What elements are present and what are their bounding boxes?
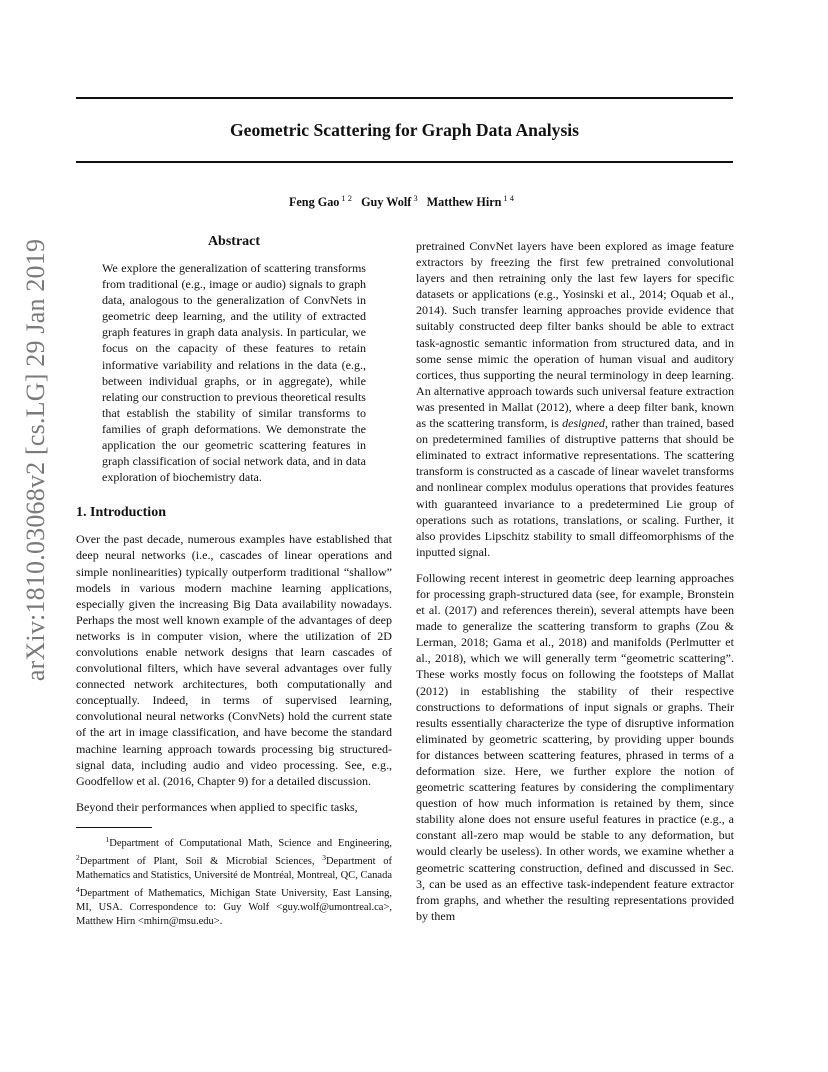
intro-paragraph-1: Over the past decade, numerous examples have established that deep neural networks (i.e., cascades of linear operations and simple nonlinearities) typically outperform traditional “shallow” models in various modern machine learning applications, especially given the increasing Big Data availability nowadays. Perhaps the most well known example of the advantages of deep networks is in computer vision, where the utilization of 2D convolutions enable network designs that learn cascades of convolutional filters, which have several advantages over fully connected network architectures, both computationally and conceptually. Indeed, in terms of supervised learning, convolutional neural networks (ConvNets) hold the current state of the art in image classification, and have become the standard machine learning approach towards processing big structured-signal data, including audio and video processing. See, e.g., Goodfellow et al. (2016, Chapter 9) for a detailed discussion. <box>76 532 392 788</box>
footnotes <box>76 833 392 930</box>
footnote-text: Department of Computational Math, Science and Engineering, <box>109 837 393 849</box>
right-column <box>416 238 734 924</box>
section-heading-introduction: 1. Introduction <box>76 505 166 521</box>
left-column <box>76 232 392 929</box>
author-name: Guy Wolf <box>361 195 412 209</box>
abstract-text: We explore the generalization of scattering transforms from traditional (e.g., image or audio) signals to graph data, analogous to the generalization of ConvNets in geometric deep learning, and the utility of extracted graph features in graph data analysis. In particular, we focus on the capacity of these features to retain informative variability and relations in the data (e.g., between individual graphs, or in aggregate), while relating our construction to previous theoretical results that establish the stability of similar transforms to families of graph deformations. We demonstrate the application the our geometric scattering features in graph classification of social network data, and in data exploration of biochemistry data. <box>102 261 366 485</box>
footnote-2 <box>76 853 315 867</box>
footnote-marker: 3 <box>322 853 326 862</box>
footnote-marker: 4 <box>76 885 80 895</box>
author-3 <box>427 190 520 210</box>
right-paragraph-1 <box>416 238 734 560</box>
intro-paragraph-2: Beyond their performances when applied to specific tasks, <box>76 799 358 814</box>
footnote-marker: 1 <box>105 834 110 844</box>
footnote-4 <box>76 885 392 928</box>
title-top-rule <box>76 97 733 99</box>
author-2 <box>361 190 423 210</box>
paper-title: Geometric Scattering for Graph Data Analysis <box>229 120 580 140</box>
footnote-marker: 2 <box>76 853 80 862</box>
footnote-text: Department of Mathematics, Michigan State University, East Lansing, MI, USA. Correspondence to: Guy Wolf <guy.wolf@umontreal.ca>, Matthew Hirn <mhirn@msu.edu>. <box>76 888 392 928</box>
author-name: Matthew Hirn <box>426 195 502 209</box>
author-affiliation: 1 2 <box>341 193 353 203</box>
author-affiliation: 1 4 <box>503 193 515 203</box>
abstract-heading: Abstract <box>207 234 261 249</box>
title-bottom-rule <box>76 161 733 163</box>
footnote-text: Department of Mathematics and Statistics, Université de Montréal, Montreal, QC, Canada <box>76 856 393 882</box>
author-affiliation: 3 <box>413 193 418 203</box>
right-paragraph-2: Following recent interest in geometric deep learning approaches for processing graph-structured data (see, for example, Bronstein et al. (2017) and references therein), several attempts have been made to generalize the scattering transform to graphs (Zou & Lerman, 2018; Gama et al., 2018) and manifolds (Perlmutter et al., 2018), which we will generally term “geometric scattering”. These works mostly focus on following the footsteps of Mallat (2012) in establishing the stability of their respective constructions to deformations of input signals or graphs. Their results essentially characterize the type of disruptive information eliminated by geometric scattering, by providing upper bounds for distances between scattering features, phrased in terms of a deformation size. Here, we further explore the notion of geometric scattering features by considering the complimentary question of how much information is retained by them, since stability alone does not ensure useful features in practice (e.g., a constant all-zero map would be stable to any deformation, but would clearly be useless). In other words, we examine whether a geometric scattering construction, defined and discussed in Sec. 3, can be used as an effective task-independent feature extractor from graphs, and whether the resulting representations provided by them <box>416 570 734 923</box>
emphasis-designed: designed <box>562 416 605 431</box>
author-list <box>76 190 733 210</box>
arxiv-side-label: arXiv:1810.03068v2 [cs.LG] 29 Jan 2019 <box>21 238 50 682</box>
footnote-text: Department of Plant, Soil & Microbial Sciences, <box>79 856 315 867</box>
right-paragraph-1-part-b: , rather than trained, based on predetermined families of distruptive patterns that should be eliminated to extract informative representations. The scattering transform is constructed as a cascade of linear wavelet transforms and nonlinear complex modulus operations that provides features with guaranteed invariance to a predetermined Lie group of operations such as rotations, translations, or scaling. Further, it also provides Lipschitz stability to small diffeomorphisms of the inputted signal. <box>416 416 734 559</box>
author-name: Feng Gao <box>288 195 340 209</box>
footnote-rule <box>76 827 152 828</box>
footnote-1 <box>76 834 393 849</box>
right-paragraph-1-part-a: pretrained ConvNet layers have been explored as image feature extractors by freezing the first few pretrained convolutional layers and then retraining only the last few layers for specific datasets or applications (e.g., Yosinski et al., 2014; Oquab et al., 2014). Such transfer learning approaches provide evidence that suitably constructed deep filter banks should be able to extract task-agnostic semantic information from structured data, and in some sense mimic the operation of human visual and auditory cortices, thus supporting the neural terminology in deep learning. An alternative approach towards such universal feature extraction was presented in Mallat (2012), where a deep filter bank, known as the scattering transform, is <box>416 239 734 431</box>
author-1 <box>289 190 358 210</box>
